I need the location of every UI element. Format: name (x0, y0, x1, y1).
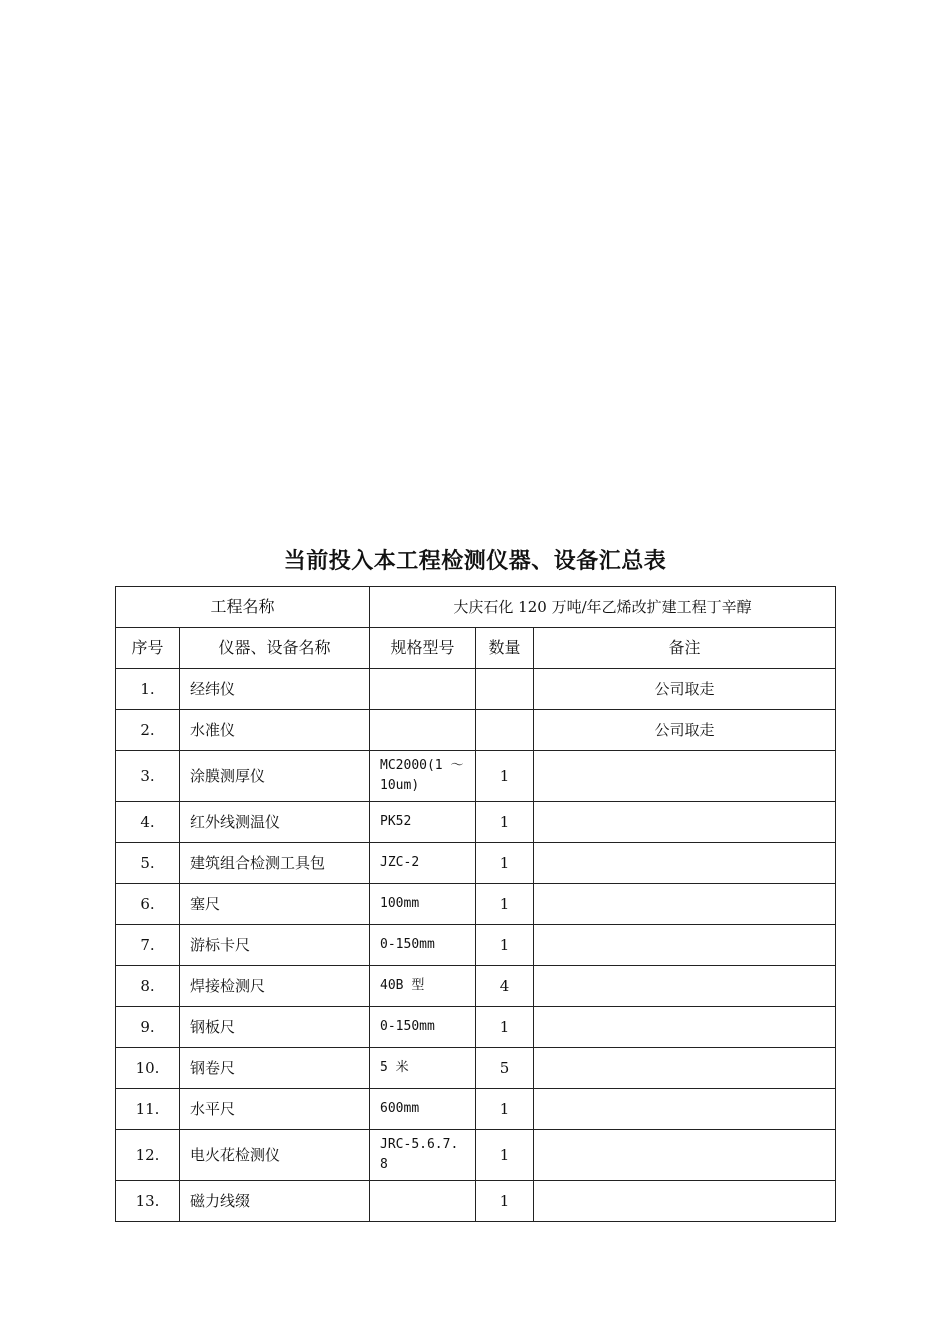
row-name: 电火花检测仪 (180, 1130, 370, 1181)
row-index: 1. (116, 669, 180, 710)
row-remark (534, 1130, 836, 1181)
table-row (116, 843, 836, 884)
row-index: 10. (116, 1048, 180, 1089)
row-remark: 公司取走 (534, 710, 836, 751)
row-name: 涂膜测厚仪 (180, 751, 370, 802)
row-remark (534, 1181, 836, 1222)
row-remark (534, 843, 836, 884)
row-spec: MC2000(1 ～ 10um) (370, 751, 476, 802)
row-qty: 5 (476, 1048, 534, 1089)
row-remark: 公司取走 (534, 669, 836, 710)
header-qty: 数量 (476, 628, 534, 669)
row-remark (534, 1007, 836, 1048)
table-row (116, 1130, 836, 1181)
table-row (116, 1089, 836, 1130)
row-spec: JZC-2 (370, 843, 476, 884)
table-row (116, 966, 836, 1007)
row-remark (534, 802, 836, 843)
row-name: 建筑组合检测工具包 (180, 843, 370, 884)
row-index: 5. (116, 843, 180, 884)
row-spec: 100mm (370, 884, 476, 925)
row-name: 红外线测温仪 (180, 802, 370, 843)
table-row (116, 669, 836, 710)
table-row (116, 1048, 836, 1089)
row-spec: JRC-5.6.7.8 (370, 1130, 476, 1181)
row-remark (534, 751, 836, 802)
row-index: 4. (116, 802, 180, 843)
row-index: 9. (116, 1007, 180, 1048)
header-remark: 备注 (534, 628, 836, 669)
table-row (116, 802, 836, 843)
table-row (116, 925, 836, 966)
row-index: 6. (116, 884, 180, 925)
header-row (116, 628, 836, 669)
row-qty: 4 (476, 966, 534, 1007)
table-row (116, 1007, 836, 1048)
row-name: 水平尺 (180, 1089, 370, 1130)
row-spec (370, 710, 476, 751)
row-index: 3. (116, 751, 180, 802)
row-name: 磁力线缀 (180, 1181, 370, 1222)
project-row (116, 587, 836, 628)
table-row (116, 710, 836, 751)
row-spec (370, 669, 476, 710)
row-name: 塞尺 (180, 884, 370, 925)
row-spec: 40B 型 (370, 966, 476, 1007)
row-remark (534, 925, 836, 966)
table-row (116, 751, 836, 802)
row-qty: 1 (476, 884, 534, 925)
row-name: 水准仪 (180, 710, 370, 751)
row-remark (534, 884, 836, 925)
row-spec: 0-150mm (370, 925, 476, 966)
equipment-table (115, 586, 836, 1222)
row-qty (476, 710, 534, 751)
row-qty: 1 (476, 1181, 534, 1222)
row-index: 11. (116, 1089, 180, 1130)
table-row (116, 1181, 836, 1222)
row-name: 经纬仪 (180, 669, 370, 710)
row-qty: 1 (476, 802, 534, 843)
row-index: 12. (116, 1130, 180, 1181)
header-name: 仪器、设备名称 (180, 628, 370, 669)
row-name: 焊接检测尺 (180, 966, 370, 1007)
row-index: 2. (116, 710, 180, 751)
row-name: 钢卷尺 (180, 1048, 370, 1089)
project-label: 工程名称 (116, 587, 370, 628)
row-index: 8. (116, 966, 180, 1007)
row-name: 游标卡尺 (180, 925, 370, 966)
row-qty (476, 669, 534, 710)
row-qty: 1 (476, 1089, 534, 1130)
row-name: 钢板尺 (180, 1007, 370, 1048)
row-spec: 5 米 (370, 1048, 476, 1089)
page-title: 当前投入本工程检测仪器、设备汇总表 (283, 549, 667, 574)
row-spec (370, 1181, 476, 1222)
row-spec: 0-150mm (370, 1007, 476, 1048)
row-remark (534, 966, 836, 1007)
row-qty: 1 (476, 751, 534, 802)
row-index: 13. (116, 1181, 180, 1222)
table-row (116, 884, 836, 925)
row-qty: 1 (476, 925, 534, 966)
row-qty: 1 (476, 1130, 534, 1181)
row-index: 7. (116, 925, 180, 966)
row-remark (534, 1048, 836, 1089)
row-spec: PK52 (370, 802, 476, 843)
row-remark (534, 1089, 836, 1130)
project-name: 大庆石化 120 万吨/年乙烯改扩建工程丁辛醇 (370, 587, 836, 628)
header-spec: 规格型号 (370, 628, 476, 669)
row-qty: 1 (476, 843, 534, 884)
header-index: 序号 (116, 628, 180, 669)
row-qty: 1 (476, 1007, 534, 1048)
row-spec: 600mm (370, 1089, 476, 1130)
